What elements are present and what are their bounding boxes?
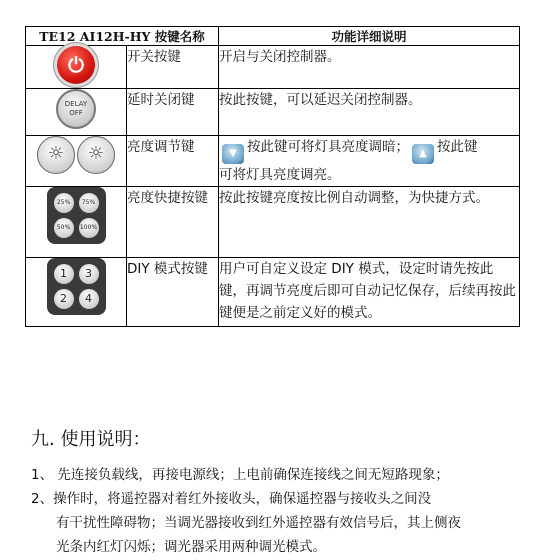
- pad-key-label: 4: [79, 289, 99, 309]
- delay-off-button-icon: DELAY OFF: [56, 89, 96, 129]
- key-desc: 按此按键，可以延迟关闭控制器。: [219, 89, 520, 136]
- power-button-icon: ⏻: [57, 46, 95, 84]
- table-row: [26, 89, 520, 136]
- brightness-buttons-icon: [37, 136, 115, 174]
- instruction-item-1: 1、 先连接负载线，再接电源线；上电前确保连接线之间无短路现象；: [31, 467, 449, 483]
- section-title: 九. 使用说明：: [31, 429, 151, 450]
- pad-key-label: 50%: [54, 218, 74, 238]
- icon-cell: [26, 187, 127, 258]
- key-name: 开关按键: [127, 46, 219, 89]
- instruction-item-2-line-1: 2、操作时，将遥控器对着红外接收头，确保遥控器与接收头之间没: [31, 491, 432, 507]
- icon-cell: [26, 258, 127, 327]
- icon-cell: [26, 136, 127, 187]
- header-key-name: TE12 AI12H-HY 按键名称: [26, 27, 219, 46]
- icon-cell: [26, 89, 127, 136]
- header-function-desc: 功能详细说明: [219, 27, 520, 46]
- brightness-up-icon: ☼: [77, 136, 115, 174]
- table-row: [26, 187, 520, 258]
- key-desc: 开启与关闭控制器。: [219, 46, 520, 89]
- key-name: 延时关闭键: [127, 89, 219, 136]
- pad-key-label: 1: [54, 264, 74, 284]
- icon-cell: [26, 46, 127, 89]
- key-function-table: [25, 26, 520, 327]
- brightness-down-icon: ☼: [37, 136, 75, 174]
- key-desc-part: 可将灯具亮度调亮。: [219, 167, 341, 183]
- instruction-item-2-line-3: 光条内红灯闪烁；调光器采用两种调光模式。: [56, 539, 326, 555]
- diy-number-pad-icon: [47, 258, 106, 315]
- key-desc-part: 按此键: [437, 139, 478, 155]
- pad-key-label: 100%: [79, 218, 99, 238]
- table-header-row: [26, 27, 520, 46]
- key-name: DIY 模式按键: [127, 258, 219, 327]
- table-row: [26, 46, 520, 89]
- table-row: [26, 136, 520, 187]
- pad-key-label: 2: [54, 289, 74, 309]
- key-desc: 用户可自定义设定 DIY 模式，设定时请先按此键，再调节亮度后即可自动记忆保存，后续再按此键便是之前定义好的模式。: [219, 258, 520, 327]
- instruction-item-2-line-2: 有干扰性障碍物；当调光器接收到红外遥控器有效信号后，其上侧夜: [56, 515, 461, 531]
- key-name: 亮度快捷按键: [127, 187, 219, 258]
- quick-brightness-pad-icon: [47, 187, 106, 244]
- brightness-up-mini-icon: ▲: [412, 144, 434, 164]
- key-desc: 按此按键亮度按比例自动调整，为快捷方式。: [219, 187, 520, 258]
- brightness-down-mini-icon: ▼: [222, 144, 244, 164]
- pad-key-label: 3: [79, 264, 99, 284]
- key-desc: [219, 136, 520, 187]
- pad-key-label: 25%: [54, 193, 74, 213]
- key-desc-part: 按此键可将灯具亮度调暗；: [247, 139, 410, 155]
- key-name: 亮度调节键: [127, 136, 219, 187]
- table-row: [26, 258, 520, 327]
- pad-key-label: 75%: [79, 193, 99, 213]
